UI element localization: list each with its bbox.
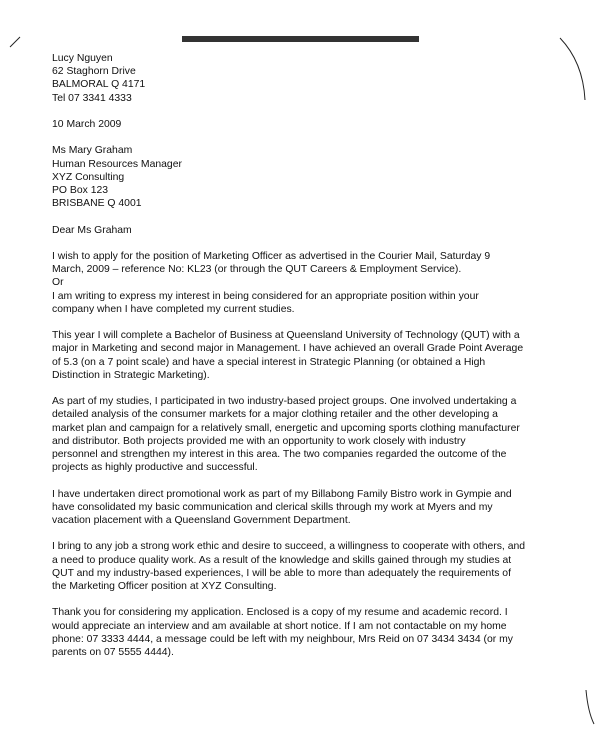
page-curl-bottom bbox=[586, 690, 594, 724]
paragraph-line: I wish to apply for the position of Marketing Officer as advertised in the Courier Mail, Saturday 9 bbox=[52, 250, 491, 262]
paragraph-line: personnel and strengthen my interest in this area. The two companies regarded the outcome of the bbox=[52, 449, 507, 460]
paragraph-line: Thank you for considering my application. Enclosed is a copy of my resume and academic record. I bbox=[52, 607, 508, 619]
paragraph-degree bbox=[52, 329, 552, 382]
paragraph-line: Distinction in Strategic Marketing). bbox=[52, 369, 210, 381]
paragraph-application bbox=[52, 250, 552, 316]
paragraph-line: I am writing to express my interest in being considered for an appropriate position within your bbox=[52, 290, 479, 302]
paragraph-closing bbox=[52, 606, 552, 659]
sender-phone: Tel 07 3341 4333 bbox=[52, 92, 132, 104]
paragraph-line: QUT and my industry-based experiences, I will be able to more than adequately the requirements of bbox=[52, 567, 511, 579]
paragraph-line: Or bbox=[52, 277, 64, 289]
paragraph-line: parents on 07 5555 4444). bbox=[52, 647, 174, 658]
paragraph-skills bbox=[52, 540, 552, 593]
paragraph-line: market plan and campaign for a relatively small, energetic and upcoming sports clothing manufacturer bbox=[52, 422, 520, 434]
recipient-name: Ms Mary Graham bbox=[52, 145, 133, 157]
paragraph-line: March, 2009 – reference No: KL23 (or through the QUT Careers & Employment Service). bbox=[52, 264, 462, 276]
page-curl-top bbox=[560, 38, 585, 100]
paragraph-line: major in Marketing and second major in Management. I have achieved an overall Grade Point Average bbox=[52, 343, 524, 355]
letter-body bbox=[52, 52, 552, 672]
paragraph-line: would appreciate an interview and am available at short notice. If I am not contactable on my home bbox=[52, 620, 507, 632]
paragraph-line: a need to produce quality work. As a result of the knowledge and skills gained through my studies at bbox=[52, 554, 512, 566]
sender-street: 62 Staghorn Drive bbox=[52, 66, 136, 78]
paragraph-projects bbox=[52, 395, 552, 474]
recipient-title: Human Resources Manager bbox=[52, 158, 182, 170]
paragraph-line: This year I will complete a Bachelor of Business at Queensland University of Technology (QUT) with a bbox=[52, 330, 520, 342]
sender-city: BALMORAL Q 4171 bbox=[52, 79, 146, 91]
corner-mark-left bbox=[10, 37, 20, 47]
paragraph-work-experience bbox=[52, 488, 552, 528]
paragraph-line: of 5.3 (on a 7 point scale) and have a special interest in Strategic Planning (or obtained a High bbox=[52, 356, 486, 368]
paragraph-line: and distributor. Both projects provided me with an opportunity to work closely with industry bbox=[52, 435, 466, 447]
paragraph-line: I bring to any job a strong work ethic and desire to succeed, a willingness to cooperate with others, and bbox=[52, 541, 526, 553]
letter-date: 10 March 2009 bbox=[52, 119, 122, 130]
recipient-address bbox=[52, 144, 552, 210]
paragraph-line: the Marketing Officer position at XYZ Consulting. bbox=[52, 581, 277, 592]
paragraph-line: As part of my studies, I participated in two industry-based project groups. One involved undertaking a bbox=[52, 396, 517, 408]
paragraph-line: phone: 07 3333 4444, a message could be left with my neighbour, Mrs Reid on 07 3434 3434 (or my bbox=[52, 633, 513, 645]
recipient-company: XYZ Consulting bbox=[52, 171, 125, 183]
sender-name: Lucy Nguyen bbox=[52, 53, 113, 64]
paragraph-line: vacation placement with a Queensland Government Department. bbox=[52, 515, 351, 526]
sender-address bbox=[52, 52, 552, 105]
paragraph-line: detailed analysis of the consumer markets for a major clothing retailer and the other developing a bbox=[52, 409, 498, 421]
paragraph-line: I have undertaken direct promotional work as part of my Billabong Family Bistro work in Gympie and bbox=[52, 488, 512, 500]
recipient-po-box: PO Box 123 bbox=[52, 185, 109, 196]
paragraph-line: company when I have completed my current studies. bbox=[52, 303, 295, 315]
salutation: Dear Ms Graham bbox=[52, 224, 132, 236]
paragraph-line: have consolidated my basic communication and clerical skills through my work at Myers and my bbox=[52, 501, 493, 513]
paragraph-line: projects as highly productive and successful. bbox=[52, 462, 258, 474]
recipient-city: BRISBANE Q 4001 bbox=[52, 198, 142, 210]
